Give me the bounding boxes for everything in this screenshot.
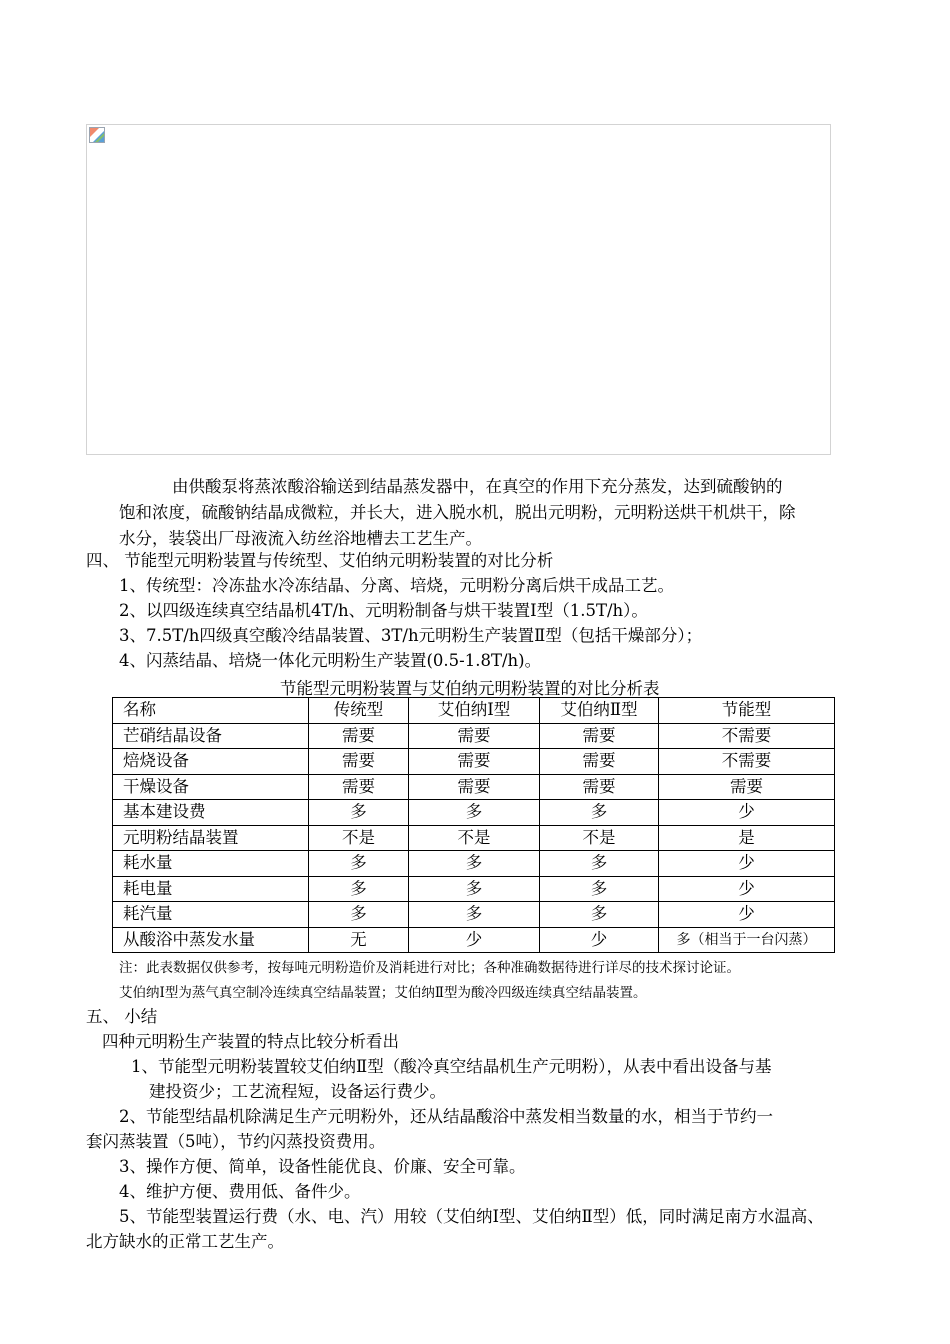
header-name: 名称 [113, 698, 309, 724]
header-ebner-2: 艾伯纳Ⅱ型 [540, 698, 659, 724]
table-cell: 少 [659, 876, 835, 902]
summary-point-5-line2: 北方缺水的正常工艺生产。 [86, 1232, 284, 1251]
process-paragraph-line3: 水分，装袋出厂母液流入纺丝浴地槽去工艺生产。 [119, 529, 482, 548]
table-cell: 从酸浴中蒸发水量 [113, 927, 309, 953]
comparison-table [112, 697, 835, 953]
table-cell: 需要 [409, 749, 540, 775]
table-cell: 多 [409, 902, 540, 928]
header-traditional: 传统型 [309, 698, 409, 724]
table-row [113, 749, 835, 775]
table-row [113, 876, 835, 902]
summary-point-1-line1: 1、节能型元明粉装置较艾伯纳Ⅱ型（酸冷真空结晶机生产元明粉），从表中看出设备与基 [131, 1057, 772, 1076]
table-cell: 耗汽量 [113, 902, 309, 928]
table-caption: 节能型元明粉装置与艾伯纳元明粉装置的对比分析表 [280, 679, 660, 698]
table-cell: 需要 [540, 749, 659, 775]
table-cell: 多 [540, 800, 659, 826]
table-cell: 不是 [309, 825, 409, 851]
table-row [113, 774, 835, 800]
table-cell: 多 [409, 800, 540, 826]
summary-point-4: 4、维护方便、费用低、备件少。 [119, 1182, 361, 1201]
table-cell: 耗电量 [113, 876, 309, 902]
table-cell: 不需要 [659, 749, 835, 775]
summary-point-2-line1: 2、节能型结晶机除满足生产元明粉外，还从结晶酸浴中蒸发相当数量的水，相当于节约一 [119, 1107, 773, 1126]
section4-item-3: 3、7.5T/h四级真空酸冷结晶装置、3T/h元明粉生产装置Ⅱ型（包括干燥部分）； [119, 626, 703, 645]
figure-image [86, 124, 831, 455]
table-cell: 多 [540, 851, 659, 877]
table-row [113, 800, 835, 826]
table-cell: 需要 [409, 723, 540, 749]
table-note-2: 艾伯纳Ⅰ型为蒸气真空制冷连续真空结晶装置；艾伯纳Ⅱ型为酸冷四级连续真空结晶装置。 [119, 985, 647, 1001]
table-cell: 多 [309, 800, 409, 826]
table-cell: 是 [659, 825, 835, 851]
table-cell: 多 [309, 876, 409, 902]
table-cell: 少 [409, 927, 540, 953]
table-cell: 少 [659, 851, 835, 877]
table-cell: 多 [309, 851, 409, 877]
table-cell: 多 [540, 876, 659, 902]
table-cell: 多 [540, 902, 659, 928]
table-row [113, 851, 835, 877]
summary-point-3: 3、操作方便、简单，设备性能优良、价廉、安全可靠。 [119, 1157, 526, 1176]
table-cell: 芒硝结晶设备 [113, 723, 309, 749]
table-cell: 耗水量 [113, 851, 309, 877]
section5-intro: 四种元明粉生产装置的特点比较分析看出 [102, 1032, 399, 1051]
table-cell: 少 [540, 927, 659, 953]
table-cell: 多 [309, 902, 409, 928]
table-cell: 多（相当于一台闪蒸） [659, 927, 835, 953]
section4-item-1: 1、传统型：冷冻盐水冷冻结晶、分离、培烧，元明粉分离后烘干成品工艺。 [119, 576, 674, 595]
broken-image-icon [89, 127, 105, 143]
table-cell: 少 [659, 902, 835, 928]
table-cell: 不需要 [659, 723, 835, 749]
table-cell: 需要 [309, 749, 409, 775]
section4-item-4: 4、闪蒸结晶、培烧一体化元明粉生产装置(0.5-1.8T/h)。 [119, 651, 542, 670]
table-cell: 不是 [540, 825, 659, 851]
table-cell: 需要 [659, 774, 835, 800]
summary-point-2-line2: 套闪蒸装置（5吨），节约闪蒸投资费用。 [86, 1132, 386, 1151]
header-ebner-1: 艾伯纳Ⅰ型 [409, 698, 540, 724]
table-row [113, 927, 835, 953]
table-row [113, 902, 835, 928]
section5-heading: 五、 小结 [86, 1007, 158, 1026]
table-cell: 元明粉结晶装置 [113, 825, 309, 851]
table-cell: 需要 [409, 774, 540, 800]
table-cell: 需要 [309, 723, 409, 749]
table-row [113, 723, 835, 749]
table-cell: 干燥设备 [113, 774, 309, 800]
table-cell: 需要 [540, 774, 659, 800]
table-cell: 多 [409, 876, 540, 902]
table-cell: 不是 [409, 825, 540, 851]
table-cell: 需要 [540, 723, 659, 749]
table-note-1: 注：此表数据仅供参考，按每吨元明粉造价及消耗进行对比；各种准确数据待进行详尽的技术探讨论证。 [119, 960, 740, 976]
header-energy-saving: 节能型 [659, 698, 835, 724]
table-cell: 多 [409, 851, 540, 877]
summary-point-1-line2: 建投资少；工艺流程短，设备运行费少。 [149, 1082, 446, 1101]
table-cell: 焙烧设备 [113, 749, 309, 775]
process-paragraph-line2: 饱和浓度，硫酸钠结晶成微粒，并长大，进入脱水机，脱出元明粉，元明粉送烘干机烘干，除 [119, 503, 796, 522]
table-cell: 需要 [309, 774, 409, 800]
summary-point-5-line1: 5、节能型装置运行费（水、电、汽）用较（艾伯纳Ⅰ型、艾伯纳Ⅱ型）低，同时满足南方水温高、 [119, 1207, 824, 1226]
table-cell: 基本建设费 [113, 800, 309, 826]
section4-item-2: 2、以四级连续真空结晶机4T/h、元明粉制备与烘干装置Ⅰ型（1.5T/h）。 [119, 601, 648, 620]
table-row [113, 825, 835, 851]
table-header-row [113, 698, 835, 724]
section4-heading: 四、 节能型元明粉装置与传统型、艾伯纳元明粉装置的对比分析 [86, 551, 554, 570]
process-paragraph-line1: 由供酸泵将蒸浓酸浴输送到结晶蒸发器中，在真空的作用下充分蒸发，达到硫酸钠的 [172, 477, 783, 496]
table-cell: 无 [309, 927, 409, 953]
table-cell: 少 [659, 800, 835, 826]
